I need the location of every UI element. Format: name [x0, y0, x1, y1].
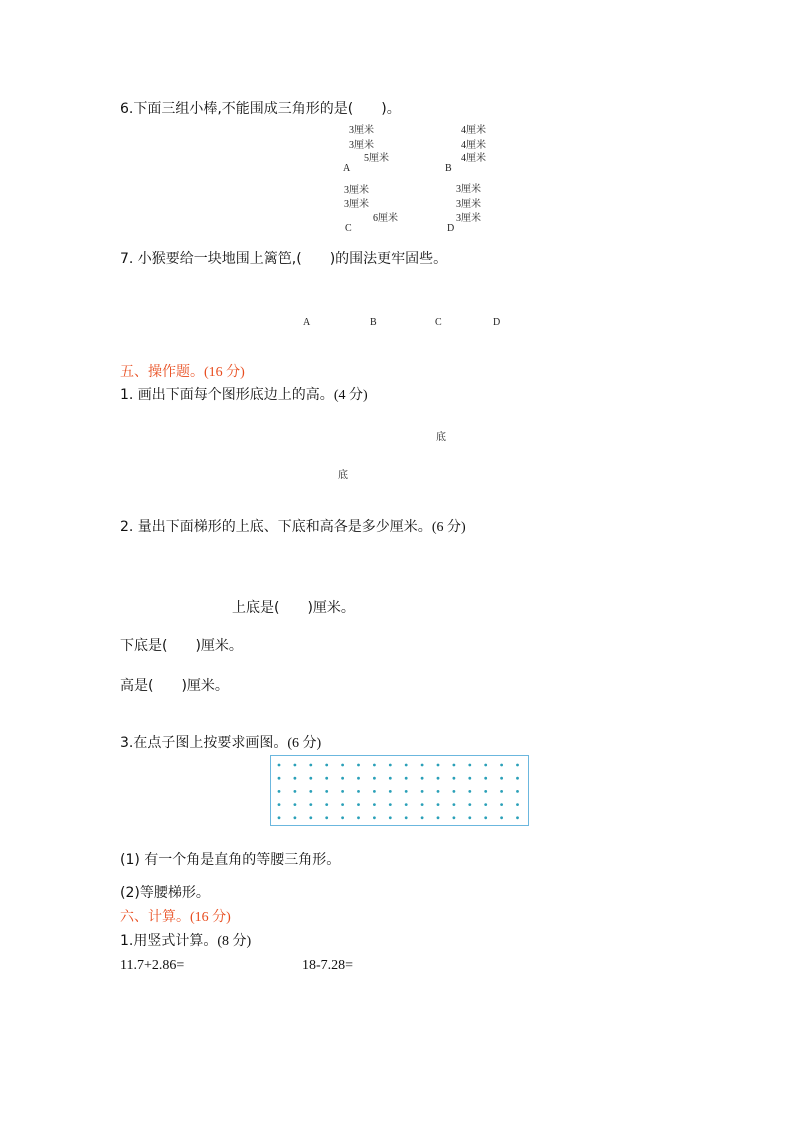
expr-1: 11.7+2.86=: [120, 958, 185, 973]
grid-dot[interactable]: [468, 803, 471, 806]
grid-dot[interactable]: [421, 816, 424, 819]
grid-dot[interactable]: [453, 790, 456, 793]
s5-q3-text: 3.在点子图上按要求画图。: [120, 735, 288, 751]
grid-dot[interactable]: [373, 816, 376, 819]
grid-dot[interactable]: [453, 816, 456, 819]
grid-dot[interactable]: [405, 803, 408, 806]
grid-dot[interactable]: [357, 777, 360, 780]
grid-dot[interactable]: [500, 803, 503, 806]
grid-dot[interactable]: [325, 777, 328, 780]
q6-text: 6.下面三组小棒,不能围成三角形的是( )。: [120, 101, 401, 117]
section6-heading: [120, 909, 231, 927]
s5-q1-score: (4 分): [333, 388, 368, 403]
option-label: D: [447, 223, 455, 234]
grid-dot[interactable]: [389, 816, 392, 819]
stick-label: 4厘米: [461, 153, 486, 164]
grid-dot[interactable]: [500, 764, 503, 767]
parallelogram-base-label: 底: [436, 432, 446, 443]
grid-dot[interactable]: [484, 764, 487, 767]
stick-label: 6厘米: [373, 213, 398, 224]
trapezoid-top-answer: 上底是( )厘米。: [232, 600, 355, 616]
fence-option-c: C: [435, 317, 442, 328]
grid-dot[interactable]: [484, 790, 487, 793]
grid-dot[interactable]: [309, 764, 312, 767]
grid-dot[interactable]: [468, 764, 471, 767]
section5-score: (16 分): [204, 365, 245, 380]
triangle-base-label: 底: [338, 470, 348, 481]
section5-heading: [120, 364, 245, 382]
s5-q1-text: 1. 画出下面每个图形底边上的高。: [120, 387, 334, 403]
grid-dot[interactable]: [357, 803, 360, 806]
grid-dot[interactable]: [484, 803, 487, 806]
grid-dot[interactable]: [437, 816, 440, 819]
grid-dot[interactable]: [325, 764, 328, 767]
option-label: C: [345, 223, 352, 234]
expr-2: 18-7.28=: [302, 958, 354, 973]
stick-label: 4厘米: [461, 125, 486, 136]
grid-dot[interactable]: [405, 790, 408, 793]
grid-dot[interactable]: [357, 816, 360, 819]
grid-dot[interactable]: [437, 777, 440, 780]
s5-q2-score: (6 分): [431, 520, 466, 535]
grid-dot[interactable]: [357, 790, 360, 793]
grid-dot[interactable]: [421, 777, 424, 780]
grid-dot[interactable]: [405, 777, 408, 780]
grid-dot[interactable]: [278, 816, 281, 819]
grid-dot[interactable]: [373, 764, 376, 767]
grid-dot[interactable]: [453, 777, 456, 780]
s5-q2: [120, 519, 466, 537]
grid-dot[interactable]: [468, 777, 471, 780]
grid-dot[interactable]: [484, 816, 487, 819]
grid-dot[interactable]: [500, 777, 503, 780]
grid-dot[interactable]: [516, 790, 519, 793]
grid-dot[interactable]: [389, 777, 392, 780]
s6-q1: [120, 933, 251, 951]
grid-dot[interactable]: [294, 777, 297, 780]
grid-dot[interactable]: [421, 790, 424, 793]
grid-dot[interactable]: [278, 803, 281, 806]
grid-dot[interactable]: [373, 803, 376, 806]
stick-label: 3厘米: [349, 125, 374, 136]
s5-q1: [120, 387, 368, 405]
fence-option-a: A: [303, 317, 311, 328]
grid-dot[interactable]: [421, 803, 424, 806]
grid-dot[interactable]: [405, 816, 408, 819]
section5-title: 五、操作题。: [120, 364, 204, 380]
grid-dot[interactable]: [516, 803, 519, 806]
fence-option-b: B: [370, 317, 377, 328]
stick-label: 3厘米: [456, 199, 481, 210]
grid-dot[interactable]: [373, 777, 376, 780]
grid-dot[interactable]: [325, 816, 328, 819]
grid-dot[interactable]: [357, 764, 360, 767]
stick-label: 3厘米: [456, 213, 481, 224]
grid-dot[interactable]: [453, 803, 456, 806]
grid-dot[interactable]: [341, 790, 344, 793]
grid-dot[interactable]: [341, 816, 344, 819]
grid-dot[interactable]: [500, 790, 503, 793]
grid-dot[interactable]: [294, 803, 297, 806]
s5-q3-item1: (1) 有一个角是直角的等腰三角形。: [120, 852, 341, 868]
s6-q1-score: (8 分): [217, 934, 252, 949]
section6-title: 六、计算。: [120, 909, 190, 925]
grid-dot[interactable]: [437, 764, 440, 767]
grid-dot[interactable]: [484, 777, 487, 780]
s5-q2-text: 2. 量出下面梯形的上底、下底和高各是多少厘米。: [120, 519, 432, 535]
grid-dot[interactable]: [325, 790, 328, 793]
grid-dot[interactable]: [405, 764, 408, 767]
stick-label: 3厘米: [344, 185, 369, 196]
grid-dot[interactable]: [294, 816, 297, 819]
trapezoid-height-answer: 高是( )厘米。: [120, 678, 229, 694]
grid-dot[interactable]: [278, 764, 281, 767]
grid-dot[interactable]: [294, 790, 297, 793]
s5-q3-item2: (2)等腰梯形。: [120, 885, 210, 901]
grid-dot[interactable]: [516, 764, 519, 767]
q7-text: 7. 小猴要给一块地围上篱笆,( )的围法更牢固些。: [120, 251, 448, 267]
grid-dot[interactable]: [341, 803, 344, 806]
stick-label: 3厘米: [349, 140, 374, 151]
grid-dot[interactable]: [341, 777, 344, 780]
grid-dot[interactable]: [437, 803, 440, 806]
stick-label: 3厘米: [344, 199, 369, 210]
grid-dot[interactable]: [421, 764, 424, 767]
grid-dot[interactable]: [453, 764, 456, 767]
stick-label: 5厘米: [364, 153, 389, 164]
grid-dot[interactable]: [278, 790, 281, 793]
grid-dot[interactable]: [309, 790, 312, 793]
stick-label: 4厘米: [461, 140, 486, 151]
s5-q3-score: (6 分): [287, 736, 322, 751]
stick-label: 3厘米: [456, 184, 481, 195]
section6-score: (16 分): [190, 910, 231, 925]
grid-dot[interactable]: [325, 803, 328, 806]
grid-dot[interactable]: [389, 803, 392, 806]
grid-dot[interactable]: [516, 816, 519, 819]
option-label: A: [343, 163, 351, 174]
grid-dot[interactable]: [389, 790, 392, 793]
grid-dot[interactable]: [294, 764, 297, 767]
grid-dot[interactable]: [437, 790, 440, 793]
grid-dot[interactable]: [309, 816, 312, 819]
dot-grid[interactable]: [270, 755, 530, 827]
grid-dot[interactable]: [389, 764, 392, 767]
grid-dot[interactable]: [341, 764, 344, 767]
grid-dot[interactable]: [468, 790, 471, 793]
grid-dot[interactable]: [309, 803, 312, 806]
grid-dot[interactable]: [278, 777, 281, 780]
grid-dot[interactable]: [500, 816, 503, 819]
fence-option-d: D: [493, 317, 501, 328]
trapezoid-bottom-answer: 下底是( )厘米。: [120, 638, 243, 654]
s5-q3: [120, 735, 321, 753]
grid-dot[interactable]: [373, 790, 376, 793]
s6-q1-text: 1.用竖式计算。: [120, 933, 218, 949]
grid-dot[interactable]: [309, 777, 312, 780]
grid-dot[interactable]: [468, 816, 471, 819]
grid-dot[interactable]: [516, 777, 519, 780]
option-label: B: [445, 163, 452, 174]
